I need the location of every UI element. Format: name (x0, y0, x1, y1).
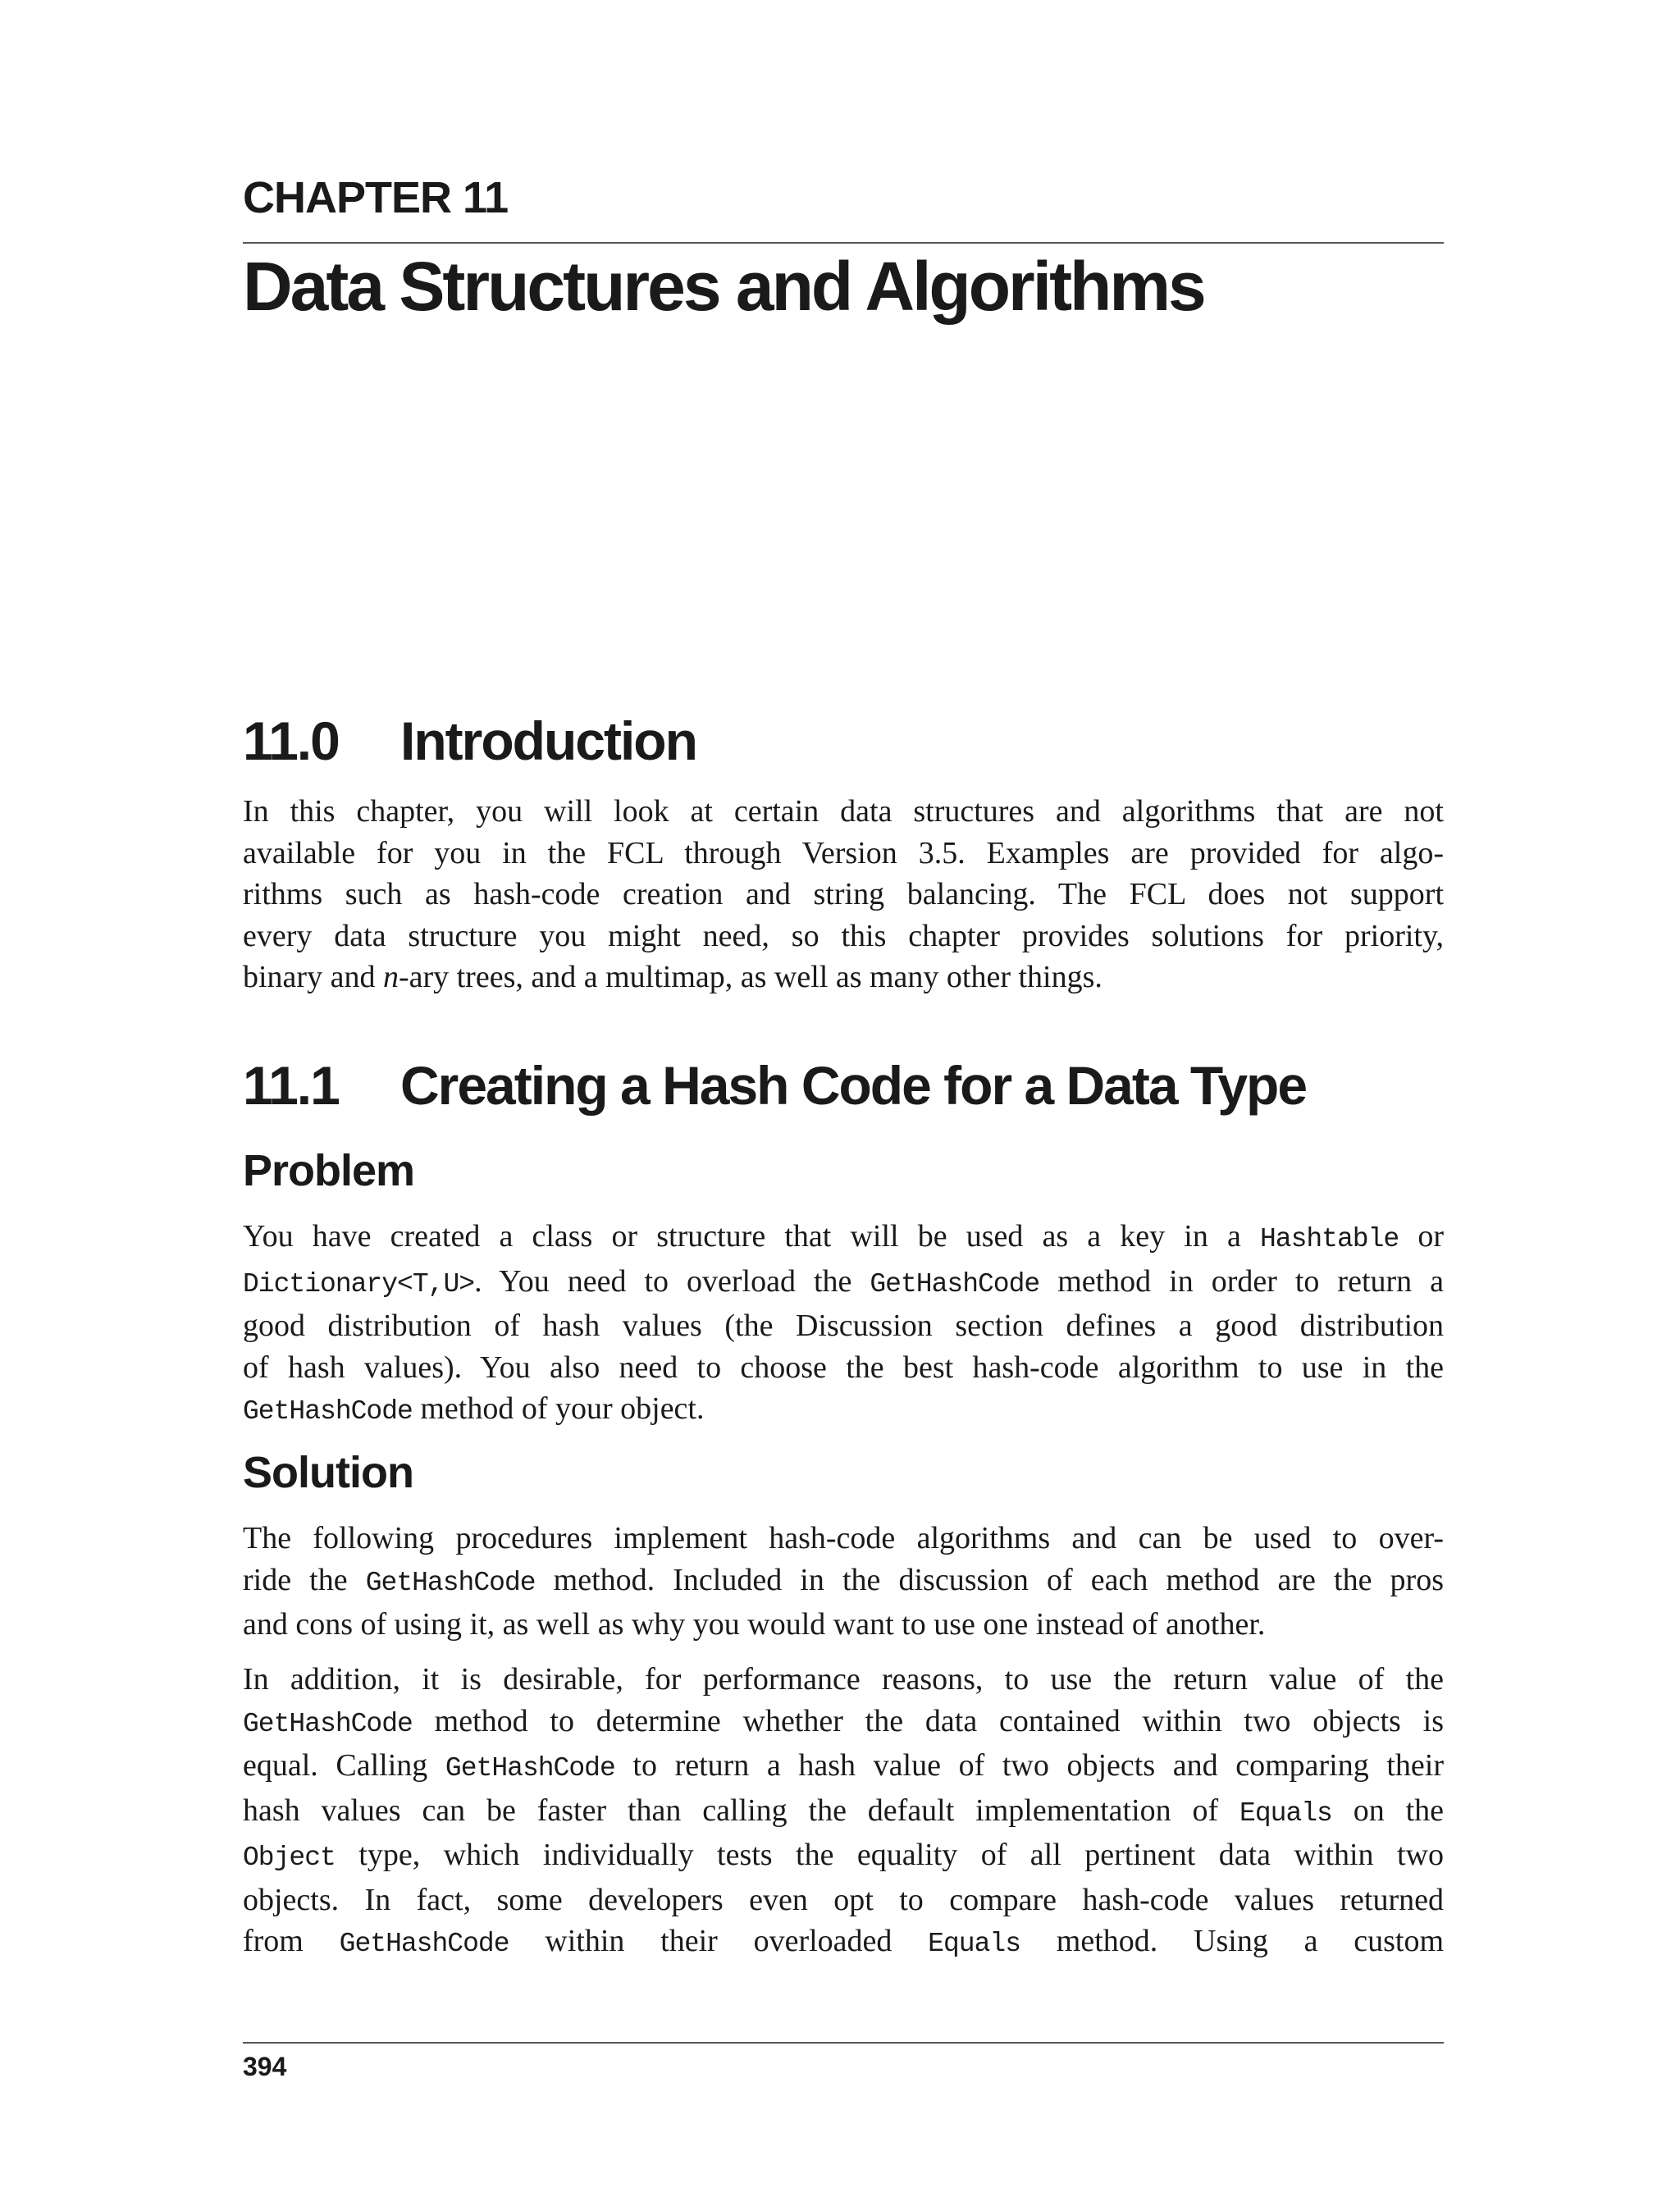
text-line: hash values can be faster than calling the default implementation of Equals on the (243, 1793, 1444, 1829)
text-line: binary and n-ary trees, and a multimap, as well as many other things. (243, 960, 1102, 994)
text-line: GetHashCode method of your object. (243, 1391, 705, 1427)
text-line: and cons of using it, as well as why you would want to use one instead of another. (243, 1607, 1266, 1642)
text-line: of hash values). You also need to choose the best hash-code algorithm to use in the (243, 1350, 1444, 1385)
code-equals: Equals (928, 1929, 1020, 1959)
text-line: You have created a class or structure that will be used as a key in a Hashtable or (243, 1219, 1444, 1254)
text-line: rithms such as hash-code creation and string balancing. The FCL does not support (243, 877, 1444, 911)
solution-paragraph-2 (243, 1659, 1444, 1966)
text-line: available for you in the FCL through Version 3.5. Examples are provided for algo- (243, 835, 1444, 870)
code-gethashcode: GetHashCode (870, 1268, 1040, 1299)
intro-paragraph (243, 791, 1444, 998)
section-heading-introduction (243, 710, 696, 771)
chapter-rule (243, 242, 1444, 244)
text-line: every data structure you might need, so this chapter provides solutions for priority, (243, 918, 1444, 953)
code-gethashcode: GetHashCode (243, 1708, 413, 1739)
text-line: Object type, which individually tests the equality of all pertinent data within two (243, 1838, 1444, 1873)
text-line: In this chapter, you will look at certain data structures and algorithms that are not (243, 794, 1444, 829)
code-gethashcode: GetHashCode (339, 1929, 509, 1959)
code-equals: Equals (1239, 1797, 1332, 1829)
problem-paragraph (243, 1216, 1444, 1433)
section-title: Introduction (400, 710, 696, 771)
page-number: 394 (243, 2052, 287, 2081)
section-number: 11.0 (243, 710, 339, 771)
code-hashtable: Hashtable (1259, 1224, 1399, 1254)
chapter-title: Data Structures and Algorithms (243, 248, 1204, 325)
text-line: good distribution of hash values (the Discussion section defines a good distribution (243, 1309, 1444, 1343)
text-line: objects. In fact, some developers even opt to compare hash-code values returned (243, 1882, 1444, 1917)
code-dictionary: Dictionary<T,U> (243, 1268, 475, 1299)
text-line: GetHashCode method to determine whether the data contained within two objects is (243, 1703, 1444, 1739)
text-line: Dictionary<T,U>. You need to overload the GetHashCode method in order to return a (243, 1263, 1445, 1299)
code-gethashcode: GetHashCode (445, 1753, 615, 1784)
section-number: 11.1 (243, 1055, 339, 1116)
text-line: In addition, it is desirable, for performance reasons, to use the return value of the (243, 1662, 1444, 1697)
section-heading-hash-code (243, 1055, 1307, 1116)
code-gethashcode: GetHashCode (243, 1396, 413, 1427)
italic-n: n (382, 960, 399, 994)
section-title: Creating a Hash Code for a Data Type (400, 1055, 1307, 1116)
chapter-label: CHAPTER 11 (243, 173, 509, 222)
solution-heading: Solution (243, 1448, 413, 1497)
code-gethashcode: GetHashCode (365, 1567, 536, 1598)
solution-paragraph-1 (243, 1518, 1444, 1646)
text-line: The following procedures implement hash-code algorithms and can be used to over- (243, 1521, 1444, 1555)
code-object: Object (243, 1843, 336, 1873)
footer-rule (243, 2042, 1444, 2044)
text-line: equal. Calling GetHashCode to return a hash value of two objects and comparing their (243, 1748, 1444, 1784)
problem-heading: Problem (243, 1146, 415, 1195)
text-line: ride the GetHashCode method. Included in the discussion of each method are the pros (243, 1562, 1444, 1598)
text-line: from GetHashCode within their overloaded Equals method. Using a custom (243, 1924, 1445, 1959)
